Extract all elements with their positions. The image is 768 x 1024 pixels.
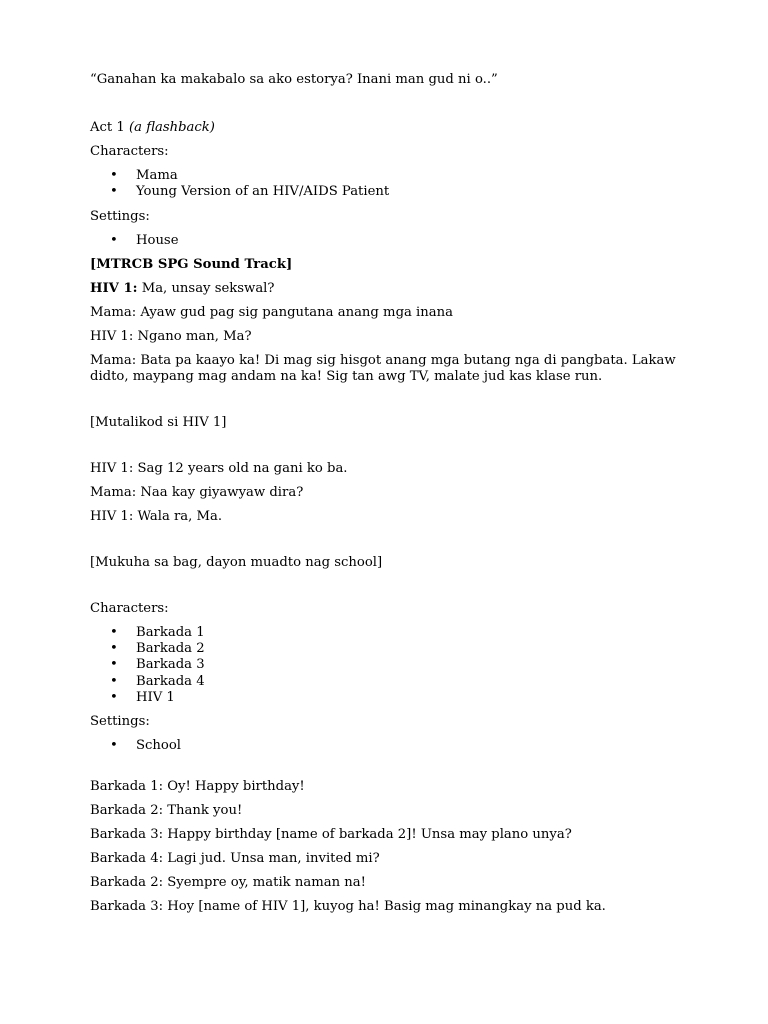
bullet-icon: • xyxy=(110,673,118,689)
dialogue-line: Barkada 4: Lagi jud. Unsa man, invited mi? xyxy=(90,850,380,866)
dialogue-line: Barkada 3: Happy birthday [name of barkada 2]! Unsa may plano unya? xyxy=(90,826,572,842)
act-note: (a flashback) xyxy=(129,120,215,135)
bullet-icon: • xyxy=(110,232,118,248)
dialogue-line: Mama: Bata pa kaayo ka! Di mag sig hisgot anang mga butang nga di pangbata. Lakaw didto, maypang mag andam na ka! Sig tan awg TV, malate jud kas klase run. xyxy=(90,352,676,384)
list-item: • House xyxy=(110,232,179,248)
scene2-characters-list xyxy=(90,625,690,706)
dialogue-line: Barkada 1: Oy! Happy birthday! xyxy=(90,778,305,794)
scene2-settings-list xyxy=(90,738,690,754)
list-item: • Barkada 1 xyxy=(110,624,205,640)
list-item: • Barkada 3 xyxy=(110,657,205,673)
dialogue-line: Barkada 2: Syempre oy, matik naman na! xyxy=(90,874,366,890)
scene1-characters-label: Characters: xyxy=(90,144,169,159)
bullet-icon: • xyxy=(110,624,118,640)
bullet-icon: • xyxy=(110,641,118,657)
dialogue-line: HIV 1: Sag 12 years old na gani ko ba. xyxy=(90,460,348,476)
scene1-settings-label: Settings: xyxy=(90,208,150,224)
sound-track-direction: [MTRCB SPG Sound Track] xyxy=(90,256,293,272)
dialogue-line: Mama: Naa kay giyawyaw dira? xyxy=(90,484,304,500)
act-heading xyxy=(90,120,690,136)
scene1-characters-list xyxy=(90,168,690,201)
scene1-settings-list xyxy=(90,233,690,249)
bullet-icon: • xyxy=(110,690,118,706)
list-item: • Young Version of an HIV/AIDS Patient xyxy=(110,184,390,200)
scene2-characters-label: Characters: xyxy=(90,600,169,616)
dialogue-text: Ma, unsay sekswal? xyxy=(137,280,275,296)
dialogue-line: HIV 1: Ngano man, Ma? xyxy=(90,328,252,344)
bullet-icon: • xyxy=(110,184,118,200)
list-item: • Barkada 4 xyxy=(110,673,205,689)
stage-direction: [Mutalikod si HIV 1] xyxy=(90,414,227,430)
bullet-icon: • xyxy=(110,168,118,183)
opening-quote: “Ganahan ka makabalo sa ako estorya? Inani man gud ni o..” xyxy=(90,72,498,87)
dialogue-line: Barkada 2: Thank you! xyxy=(90,802,243,818)
document-page xyxy=(90,72,690,923)
bullet-icon: • xyxy=(110,657,118,673)
dialogue-line: Barkada 3: Hoy [name of HIV 1], kuyog ha! Basig mag minangkay na pud ka. xyxy=(90,898,606,914)
dialogue-line: HIV 1: Wala ra, Ma. xyxy=(90,508,223,524)
list-item: • School xyxy=(110,738,182,754)
dialogue-line xyxy=(90,281,690,297)
dialogue-line: Mama: Ayaw gud pag sig pangutana anang mga inana xyxy=(90,304,453,320)
act-label: Act 1 xyxy=(90,120,125,135)
list-item: • HIV 1 xyxy=(110,690,175,706)
scene2-settings-label: Settings: xyxy=(90,714,150,730)
list-item: • Mama xyxy=(110,168,178,183)
stage-direction: [Mukuha sa bag, dayon muadto nag school] xyxy=(90,554,383,570)
list-item: • Barkada 2 xyxy=(110,641,205,657)
speaker-name: HIV 1: xyxy=(90,280,138,296)
bullet-icon: • xyxy=(110,738,118,754)
